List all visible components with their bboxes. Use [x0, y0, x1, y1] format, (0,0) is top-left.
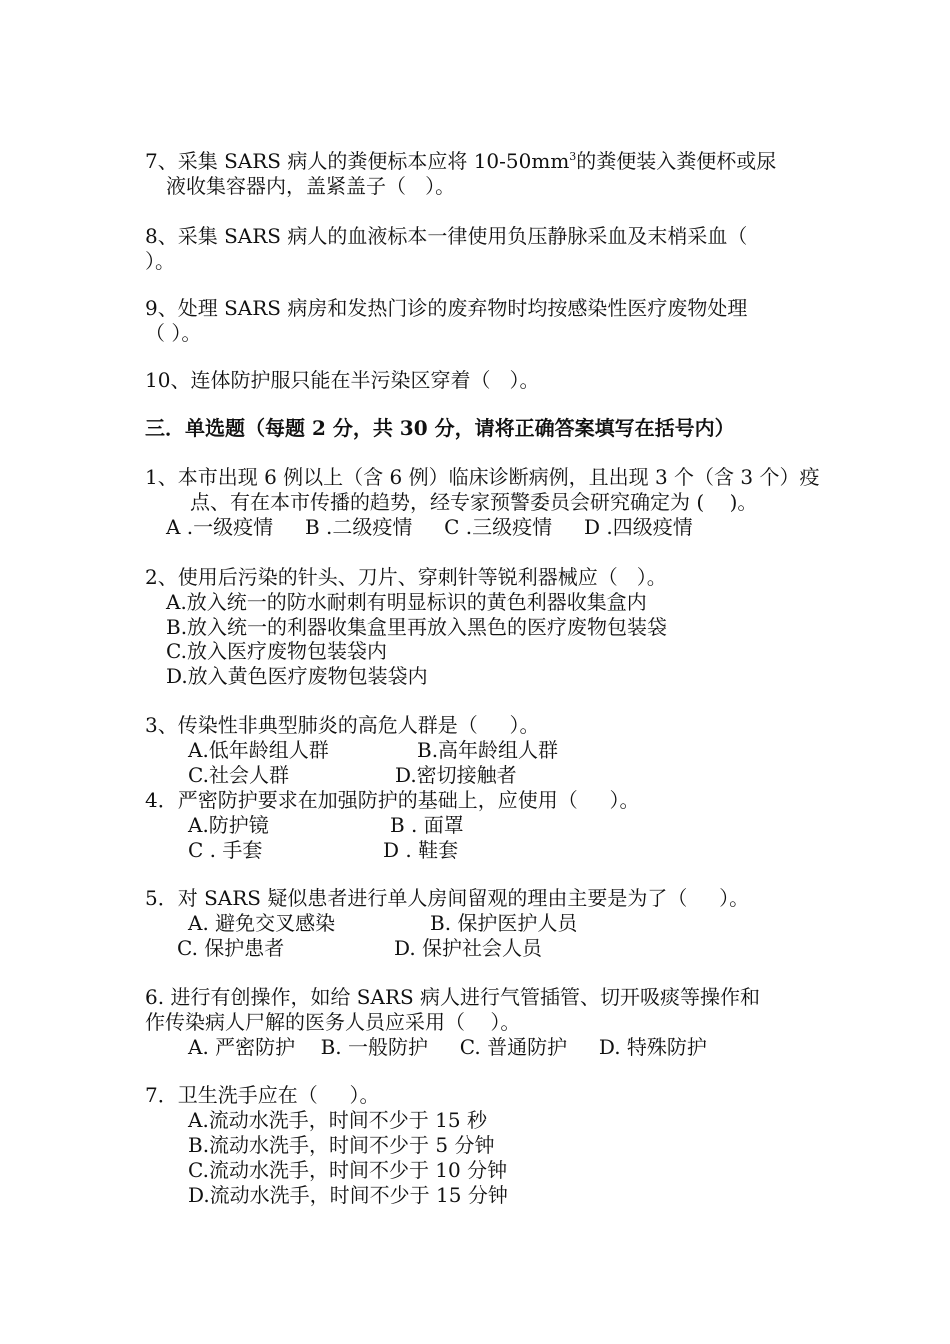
mc-q3-option-b: B.高年龄组人群: [417, 738, 559, 762]
mc-q1-options: A .一级疫情 B .二级疫情 C .三级疫情 D .四级疫情: [166, 515, 693, 539]
mc-q1-line2: 点、有在本市传播的趋势，经专家预警委员会研究确定为 ( )。: [190, 490, 758, 514]
mc-q5-stem: 5．对 SARS 疑似患者进行单人房间留观的理由主要是为了（ ）。: [145, 886, 750, 910]
mc-q7-stem: 7．卫生洗手应在（ ）。: [145, 1083, 380, 1107]
mc-q4-option-b: B . 面罩: [390, 813, 464, 837]
mc-q3-option-a: A.低年龄组人群: [188, 738, 329, 762]
mc-q7-option-b: B.流动水洗手，时间不少于 5 分钟: [188, 1133, 495, 1157]
tf-q9-line1: 9、处理 SARS 病房和发热门诊的废弃物时均按感染性医疗废物处理: [145, 296, 748, 320]
mc-q7-option-a: A.流动水洗手，时间不少于 15 秒: [188, 1108, 487, 1132]
tf-q10: 10、连体防护服只能在半污染区穿着（ ）。: [145, 368, 540, 392]
mc-q7-option-d: D.流动水洗手，时间不少于 15 分钟: [188, 1183, 508, 1207]
mc-q3-stem: 3、传染性非典型肺炎的高危人群是（ ）。: [145, 713, 540, 737]
mc-q4-option-c: C . 手套: [188, 838, 263, 862]
mc-q2-stem: 2、使用后污染的针头、刀片、穿刺针等锐利器械应（ ）。: [145, 565, 667, 589]
tf-q8-line2: ）。: [145, 249, 175, 273]
superscript: 3: [569, 150, 577, 163]
section-heading: 三．单选题（每题 2 分，共 30 分，请将正确答案填写在括号内）: [145, 416, 735, 440]
mc-q6-options: A. 严密防护 B. 一般防护 C. 普通防护 D. 特殊防护: [188, 1035, 707, 1059]
tf-q7-line2: 液收集容器内，盖紧盖子（ ）。: [166, 174, 456, 198]
tf-q7-text-b: 的粪便装入粪便杯或尿: [576, 149, 777, 173]
tf-q7-line1: [145, 149, 776, 174]
mc-q3-option-c: C.社会人群: [188, 763, 289, 787]
mc-q3-option-d: D.密切接触者: [395, 763, 517, 787]
mc-q4-option-a: A.防护镜: [188, 813, 269, 837]
mc-q1-line1: 1、本市出现 6 例以上（含 6 例）临床诊断病例，且出现 3 个（含 3 个）疫: [145, 465, 820, 489]
tf-q7-text-a: 7、采集 SARS 病人的粪便标本应将 10-50mm: [145, 149, 570, 173]
mc-q2-option-b: B.放入统一的利器收集盒里再放入黑色的医疗废物包装袋: [166, 615, 668, 639]
mc-q6-line1: 6. 进行有创操作，如给 SARS 病人进行气管插管、切开吸痰等操作和: [145, 985, 761, 1009]
tf-q9-line2: （ ）。: [145, 321, 202, 345]
mc-q2-option-c: C.放入医疗废物包装袋内: [166, 639, 387, 663]
mc-q7-option-c: C.流动水洗手，时间不少于 10 分钟: [188, 1158, 508, 1182]
tf-q8-line1: 8、采集 SARS 病人的血液标本一律使用负压静脉采血及末梢采血（: [145, 224, 748, 248]
mc-q2-option-a: A.放入统一的防水耐刺有明显标识的黄色利器收集盒内: [166, 590, 647, 614]
mc-q4-stem: 4．严密防护要求在加强防护的基础上，应使用（ ）。: [145, 788, 640, 812]
mc-q5-option-c: C. 保护患者: [177, 936, 285, 960]
mc-q4-option-d: D . 鞋套: [383, 838, 459, 862]
mc-q6-line2: 作传染病人尸解的医务人员应采用（ ）。: [145, 1010, 521, 1034]
mc-q5-option-d: D. 保护社会人员: [394, 936, 543, 960]
mc-q5-option-b: B. 保护医护人员: [430, 911, 578, 935]
mc-q5-option-a: A. 避免交叉感染: [188, 911, 336, 935]
mc-q2-option-d: D.放入黄色医疗废物包装袋内: [166, 664, 428, 688]
